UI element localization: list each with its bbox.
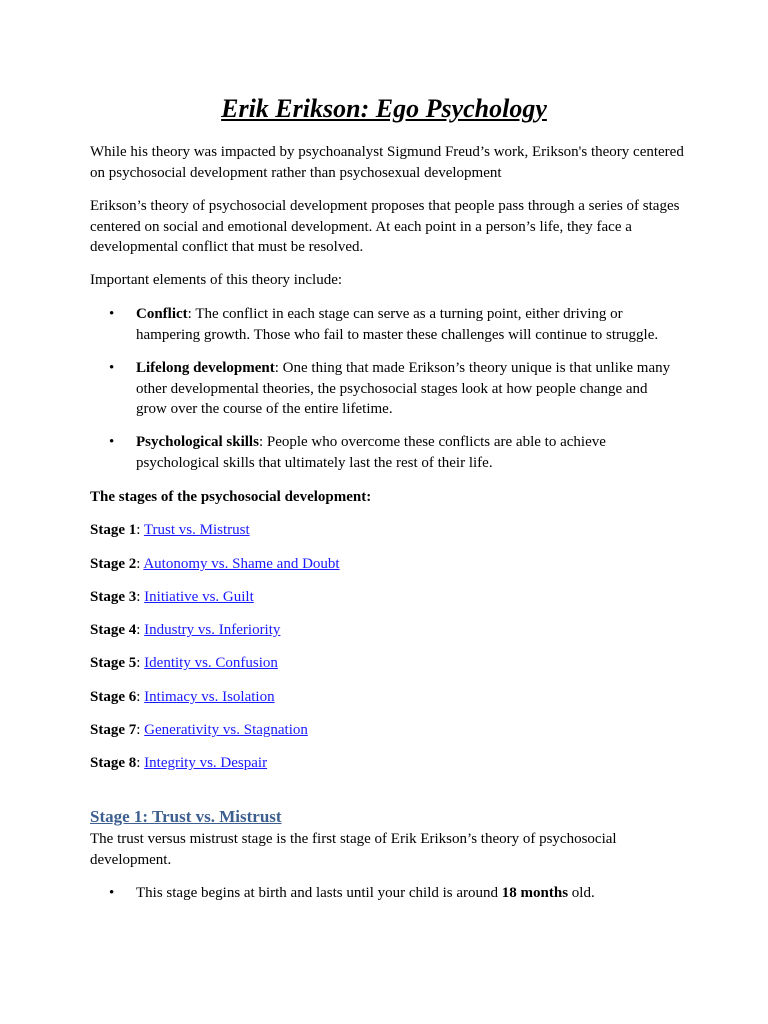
bullet-bold-text: 18 months bbox=[501, 885, 569, 901]
stage-row-5 bbox=[90, 653, 278, 673]
stage-link-6[interactable]: Intimacy vs. Isolation bbox=[144, 689, 275, 705]
stage-label: Stage 3 bbox=[90, 589, 137, 605]
intro-paragraph-1: While his theory was impacted by psychoanalyst Sigmund Freud’s work, Erikson's theory centered on psychosocial development rather than psychosexual development bbox=[90, 144, 684, 181]
stage-label: Stage 5 bbox=[90, 655, 137, 671]
stage-label: Stage 4 bbox=[90, 622, 137, 638]
section-heading-stage-1: Stage 1: Trust vs. Mistrust bbox=[90, 807, 282, 826]
elements-heading: Important elements of this theory include: bbox=[90, 272, 343, 288]
bullet-icon: • bbox=[109, 885, 115, 901]
document-title: Erik Erikson: Ego Psychology bbox=[221, 94, 547, 123]
stage-separator: : bbox=[136, 655, 145, 671]
section-1-paragraph: The trust versus mistrust stage is the first stage of Erik Erikson’s theory of psychosocial development. bbox=[90, 831, 617, 868]
stage-row-4 bbox=[90, 620, 280, 640]
bullet-icon: • bbox=[109, 360, 115, 376]
element-term: Psychological skills bbox=[136, 434, 259, 450]
bullet-icon: • bbox=[109, 434, 115, 450]
stage-row-2 bbox=[90, 554, 340, 574]
element-term: Lifelong development bbox=[136, 360, 275, 376]
stage-link-5[interactable]: Identity vs. Confusion bbox=[144, 655, 278, 671]
stage-label: Stage 1 bbox=[90, 522, 137, 538]
stage-label: Stage 6 bbox=[90, 689, 137, 705]
element-text: : People who overcome these conflicts are able to achieve psychological skills that ultimately last the rest of their life. bbox=[136, 434, 606, 471]
stage-link-1[interactable]: Trust vs. Mistrust bbox=[143, 522, 250, 538]
stage-separator: : bbox=[136, 522, 144, 538]
stage-label: Stage 8 bbox=[90, 755, 137, 771]
stage-row-1 bbox=[90, 520, 250, 540]
stages-heading: The stages of the psychosocial development: bbox=[90, 489, 372, 505]
element-term: Conflict bbox=[136, 306, 188, 322]
stage-separator: : bbox=[136, 755, 145, 771]
bullet-text-end: old. bbox=[568, 885, 595, 901]
stage-link-7[interactable]: Generativity vs. Stagnation bbox=[144, 722, 308, 738]
stage-row-6 bbox=[90, 687, 275, 707]
stage-separator: : bbox=[136, 556, 144, 572]
element-item-conflict bbox=[136, 304, 681, 345]
stage-row-7 bbox=[90, 720, 308, 740]
stage-label: Stage 2 bbox=[90, 556, 137, 572]
stage-row-8 bbox=[90, 753, 267, 773]
element-item-psychological-skills bbox=[136, 432, 681, 473]
element-text: : One thing that made Erikson’s theory unique is that unlike many other developmental theories, the psychosocial stages look at how people change and grow over the course of the entire lifetime. bbox=[136, 360, 671, 418]
stage-link-3[interactable]: Initiative vs. Guilt bbox=[144, 589, 254, 605]
stage-separator: : bbox=[136, 722, 145, 738]
bullet-text: This stage begins at birth and lasts until your child is around bbox=[136, 885, 502, 901]
stage-link-2[interactable]: Autonomy vs. Shame and Doubt bbox=[143, 556, 340, 572]
section-1-bullet bbox=[136, 883, 681, 904]
stage-separator: : bbox=[136, 589, 145, 605]
bullet-icon: • bbox=[109, 306, 115, 322]
stage-row-3 bbox=[90, 587, 254, 607]
intro-paragraph-2: Erikson’s theory of psychosocial development proposes that people pass through a series of stages centered on social and emotional development. At each point in a person’s life, they face a developmental conflict that must be resolved. bbox=[90, 198, 680, 256]
stage-link-4[interactable]: Industry vs. Inferiority bbox=[144, 622, 281, 638]
element-text: : The conflict in each stage can serve as a turning point, either driving or hampering growth. Those who fail to master these challenges will continue to struggle. bbox=[136, 306, 659, 343]
stage-separator: : bbox=[136, 689, 145, 705]
stage-link-8[interactable]: Integrity vs. Despair bbox=[144, 755, 268, 771]
stage-separator: : bbox=[136, 622, 145, 638]
element-item-lifelong-development bbox=[136, 358, 681, 420]
stage-label: Stage 7 bbox=[90, 722, 137, 738]
